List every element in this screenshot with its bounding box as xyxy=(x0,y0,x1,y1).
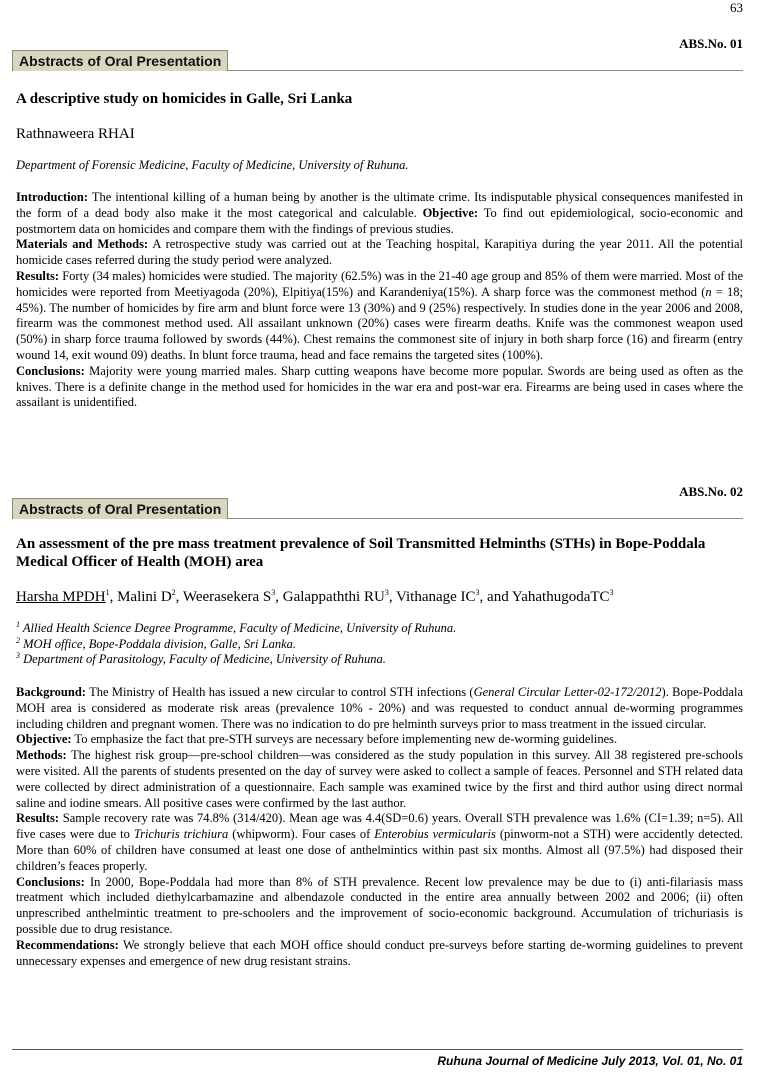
author-name: Malini D xyxy=(117,589,172,605)
objective-heading: Objective: xyxy=(16,732,72,747)
conclusions-text: Majority were young married males. Sharp cutting weapons have become more popular. Swords are being used as often as the knives. There is a definite change in the method used for homicides in the war era and post-war era. Firearms are being used in cases where the assailant is unidentified. xyxy=(16,363,743,410)
conclusions-heading: Conclusions: xyxy=(16,874,85,889)
results-paragraph xyxy=(16,269,743,364)
abstract-number: ABS.No. 01 xyxy=(679,36,743,51)
abstract-body xyxy=(16,190,743,411)
page-number: 63 xyxy=(730,0,743,15)
objective-text: To emphasize the fact that pre-STH surveys are necessary before implementing new de-worming guidelines. xyxy=(71,732,618,747)
affiliation: Department of Forensic Medicine, Faculty of Medicine, University of Ruhuna. xyxy=(16,158,409,172)
footer-divider xyxy=(12,1049,743,1050)
introduction-paragraph xyxy=(16,190,743,237)
author-affiliation-marker: 3 xyxy=(384,588,389,597)
abstract-number: ABS.No. 02 xyxy=(679,484,743,499)
results-italic: n xyxy=(705,284,712,299)
methods-paragraph xyxy=(16,237,743,269)
affiliation xyxy=(16,621,743,637)
methods-heading: Methods: xyxy=(16,748,67,763)
conclusions-paragraph xyxy=(16,875,743,938)
results-paragraph xyxy=(16,811,743,874)
objective-text: To find out epidemiological, socio-economic and postmortem data on homicides and compare them with the findings of previous studies. xyxy=(16,205,743,236)
circular-reference: General Circular Letter-02-172/2012 xyxy=(473,685,662,699)
conclusions-heading: Conclusions: xyxy=(16,363,85,378)
recommendations-text: We strongly believe that each MOH office should conduct pre-surveys before starting de-worming guidelines to prevent unnecessary expenses and emergence of new drug resistant strains. xyxy=(16,937,743,968)
background-heading: Background: xyxy=(16,685,86,699)
results-text-end: (pinworm-not a STH) were accidently detected. More than 60% of children have consumed at least one dose of anthelmintics within past six months. Almost all (97.5%) had disposed their children’s feaces properly. xyxy=(16,827,744,873)
background-text-cont: ). Bope-Poddala MOH area is considered as moderate risk areas (prevalence 10% - 20%) and was requested to conduct annual de-worming programmes including children and pregnant women. There was no indication to do pre helminth surveys prior to mass treatment in the issued circular. xyxy=(16,685,743,731)
author-affiliation-marker: 3 xyxy=(271,588,276,597)
journal-footer: Ruhuna Journal of Medicine July 2013, Vol. 01, No. 01 xyxy=(437,1054,743,1068)
affiliation xyxy=(16,637,743,653)
methods-paragraph xyxy=(16,748,743,811)
background-paragraph xyxy=(16,685,743,732)
affiliation-marker: 3 xyxy=(16,650,20,660)
results-text: Forty (34 males) homicides were studied. The majority (62.5%) was in the 21-40 age group and 85% of them were married. Most of the homicides were reported from Meetiyagoda (20%), Elpitiya(15%) and Karandeniya(15%). A sharp force was the commonest method ( xyxy=(16,268,743,299)
affiliation xyxy=(16,652,743,668)
author-separator: , xyxy=(275,589,283,605)
introduction-text: The intentional killing of a human being by another is the ultimate crime. Its indisputable physical consequences manifested in the form of a dead body also make it the most categorical and calculable. xyxy=(16,190,743,220)
methods-heading: Materials and Methods: xyxy=(16,237,149,252)
author-separator: , xyxy=(479,589,488,605)
author-list xyxy=(16,588,743,606)
conclusions-paragraph xyxy=(16,364,743,411)
author-name: Weerasekera S xyxy=(182,589,272,605)
section-label: Abstracts of Oral Presentation xyxy=(12,50,228,71)
author-separator: , xyxy=(109,589,118,605)
author-affiliation-marker: 1 xyxy=(105,588,110,597)
abstract-body xyxy=(16,685,743,969)
author-and: and xyxy=(487,589,512,605)
author-name: Vithanage IC xyxy=(396,589,476,605)
author-separator: , xyxy=(175,589,183,605)
section-header xyxy=(12,498,743,519)
author-list: Rathnaweera RHAI xyxy=(16,126,135,142)
results-text-cont: (whipworm). Four cases of xyxy=(228,827,375,842)
results-heading: Results: xyxy=(16,811,60,826)
affiliation-marker: 2 xyxy=(16,635,20,645)
author-name: Harsha MPDH xyxy=(16,589,106,605)
results-text-cont: = 18; 45%). The number of homicides by fire arm and blunt force were 13 (30%) and 9 (25%) respectively. In studies done in the year 2006 and 2008, firearm was the commonest method used. All assailant unknown (20%) cases were firearm deaths. Knife was the commonest weapon used (50%) in sharp force trauma followed by swords (44%). Chest remains the commonest site of injury in both sharp force (16) and firearm (entry wound 14, exit wound 09) deaths. In blunt force trauma, head and face remains the targeted sites (100%). xyxy=(16,284,743,362)
methods-text: A retrospective study was carried out at the Teaching hospital, Karapitiya during the year 2011. All the potential homicide cases referred during the study period were analyzed. xyxy=(16,237,743,268)
author-separator: , xyxy=(388,589,397,605)
species-name: Trichuris trichiura xyxy=(133,827,229,842)
author-affiliation-marker: 2 xyxy=(171,588,176,597)
affiliation-text: Allied Health Science Degree Programme, Faculty of Medicine, University of Ruhuna. xyxy=(22,621,457,635)
abstract-title: An assessment of the pre mass treatment prevalence of Soil Transmitted Helminths (STHs) in Bope-Poddala Medical Officer of Health (MOH) area xyxy=(16,536,706,570)
recommendations-paragraph xyxy=(16,938,743,970)
affiliation-marker: 1 xyxy=(16,619,20,629)
author-name: YahathugodaTC xyxy=(511,589,610,605)
objective-heading: Objective: xyxy=(422,205,479,220)
methods-text: The highest risk group—pre-school children—was considered as the study population in this survey. All 38 registered pre-schools were visited. All the parents of students presented on the day of survey were asked to collect a sample of feaces. Personnel and STH related data were collected by direct administration of a questionnaire. Each sample was examined twice by the first and third author using direct normal saline and iodine smears. All positive cases were confirmed by the last author. xyxy=(16,748,743,810)
background-text: The Ministry of Health has issued a new circular to control STH infections ( xyxy=(85,685,474,699)
author-affiliation-marker: 3 xyxy=(609,588,614,597)
objective-paragraph xyxy=(16,732,743,748)
results-heading: Results: xyxy=(16,268,60,283)
section-label: Abstracts of Oral Presentation xyxy=(12,498,228,519)
author-name: Galappaththi RU xyxy=(282,589,385,605)
affiliation-text: Department of Parasitology, Faculty of Medicine, University of Ruhuna. xyxy=(23,652,386,666)
section-header xyxy=(12,50,743,71)
affiliation-text: MOH office, Bope-Poddala division, Galle, Sri Lanka. xyxy=(23,636,297,651)
introduction-heading: Introduction: xyxy=(16,190,89,204)
recommendations-heading: Recommendations: xyxy=(16,937,119,952)
affiliation-list xyxy=(16,621,743,668)
conclusions-text: In 2000, Bope-Poddala had more than 8% of STH prevalence. Recent low prevalence may be due to (i) anti-filariasis mass treatment which included diethylcarbamazine and albendazole conducted in the entire area annually between 2002 and 2006; (ii) often unprescribed anthelmintic treatment to pre-schoolers and the improvement of socio-economic background. Accumulation of trichuriasis is possible due to drug resistance. xyxy=(16,874,743,936)
results-text: Sample recovery rate was 74.8% (314/420). Mean age was 4.4(SD=0.6) years. Overall STH prevalence was 1.6% (CI=1.39; n=5). All five cases were due to xyxy=(16,811,743,842)
abstract-title: A descriptive study on homicides in Galle, Sri Lanka xyxy=(16,91,353,107)
species-name: Enterobius vermicularis xyxy=(374,827,496,842)
author-affiliation-marker: 3 xyxy=(475,588,480,597)
